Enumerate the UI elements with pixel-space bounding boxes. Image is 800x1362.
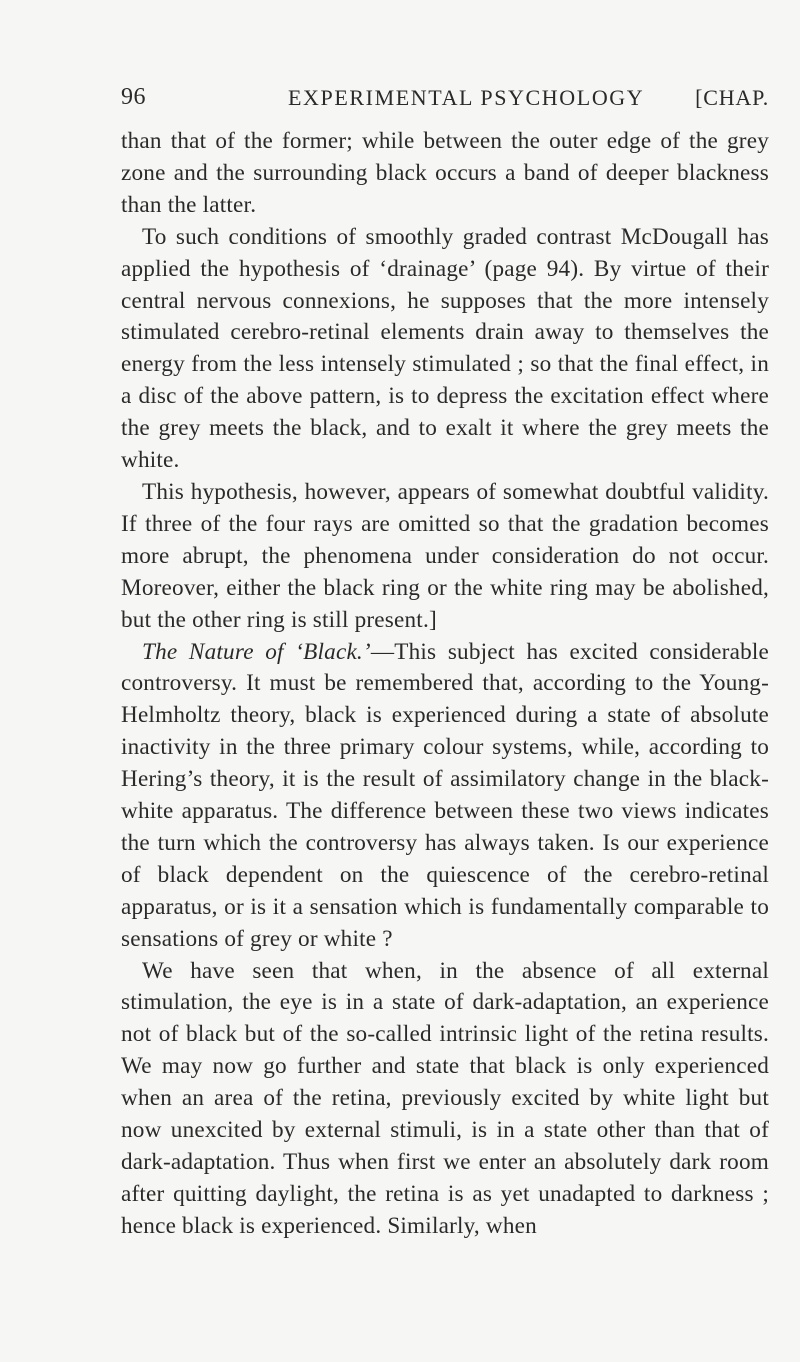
paragraph-nature-of-black xyxy=(121,637,769,956)
body-text xyxy=(121,126,769,1243)
paragraph-nature-of-black-text: —This subject has excited considerable controversy. It must be remembered that, according to the Young-Helmholtz theory, black is experienced during a state of absolute inactivity in the three primary colour systems, while, according to Hering’s theory, it is the result of assimilatory change in the black-white apparatus. The difference between these two views indicates the turn which the controversy has always taken. Is our experience of black dependent on the quiescence of the cerebro-retinal apparatus, or is it a sensation which is fundamentally comparable to sensations of grey or white ? xyxy=(121,638,769,952)
paragraph-continuation: than that of the former; while between the outer edge of the grey zone and the surrounding black occurs a band of deeper blackness than the latter. xyxy=(121,128,769,218)
page-number: 96 xyxy=(121,84,146,110)
paragraph-hypothesis-validity: This hypothesis, however, appears of somewhat doubtful validity. If three of the four rays are omitted so that the gradation becomes more abrupt, the phenomena under consideration do not occur. Moreover, either the black ring or the white ring may be abolished, but the other ring is still present.] xyxy=(121,478,769,633)
page-header xyxy=(121,84,769,116)
section-heading-nature-of-black: The Nature of ‘Black.’ xyxy=(142,638,371,665)
running-title: EXPERIMENTAL PSYCHOLOGY xyxy=(288,85,645,110)
paragraph-dark-adaptation: We have seen that when, in the absence of all external stimulation, the eye is in a state of dark-adaptation, an experience not of black but of the so-called intrinsic light of the retina results. We may now go further and state that black is only experienced when an area of the retina, previously excited by white light but now unexcited by external stimuli, is in a state other than that of dark-adaptation. Thus when first we enter an absolutely dark room after quitting daylight, the retina is as yet unadapted to darkness ; hence black is experienced. Similarly, when xyxy=(121,957,769,1239)
chapter-marker: [CHAP. xyxy=(695,85,769,110)
paragraph-drainage-hypothesis: To such conditions of smoothly graded contrast McDougall has applied the hypothesis of ‘drainage’ (page 94). By virtue of their central nervous connexions, he supposes that the more intensely stimulated cerebro-retinal elements drain away to themselves the energy from the less intensely stimulated ; so that the final effect, in a disc of the above pattern, is to depress the excitation effect where the grey meets the black, and to exalt it where the grey meets the white. xyxy=(121,223,769,474)
